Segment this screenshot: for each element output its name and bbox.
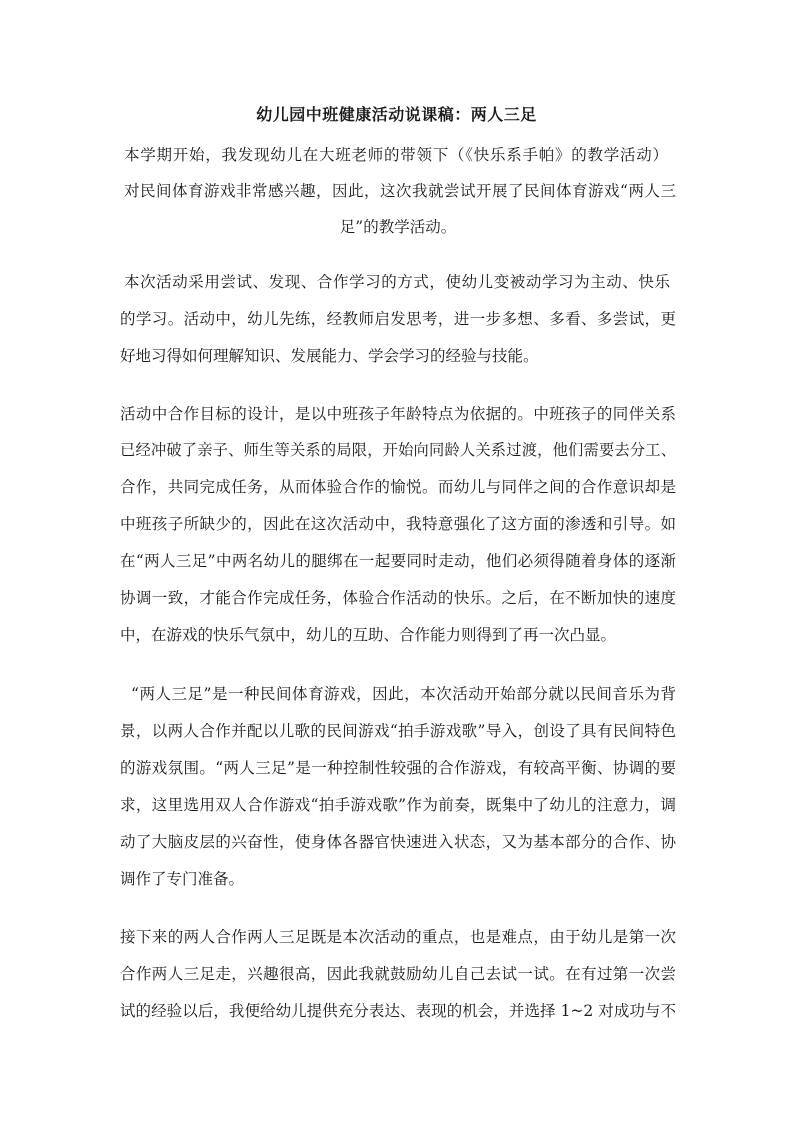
paragraph-3-line-4: 中班孩子所缺少的，因此在这次活动中，我特意强化了这方面的渗透和引导。如 <box>120 515 676 533</box>
paragraph-1-line-1: 本学期开始，我发现幼儿在大班老师的带领下（《快乐系手帕》的教学活动） <box>124 146 668 164</box>
paragraph-4-line-6: 调作了专门准备。 <box>120 870 245 888</box>
document-title: 幼儿园中班健康活动说课稿：两人三足 <box>256 105 537 124</box>
paragraph-4-line-1: “两人三足”是一种民间体育游戏，因此，本次活动开始部分就以民间音乐为背 <box>131 685 676 703</box>
paragraph-4-line-5: 动了大脑皮层的兴奋性，使身体各器官快速进入状态，又为基本部分的合作、协 <box>120 833 676 851</box>
paragraph-3-line-7: 中，在游戏的快乐气氛中，幼儿的互助、合作能力则得到了再一次凸显。 <box>120 626 617 644</box>
paragraph-4-line-4: 求，这里选用双人合作游戏“拍手游戏歌”作为前奏，既集中了幼儿的注意力，调 <box>120 796 676 814</box>
paragraph-3-line-3: 合作，共同完成任务，从而体验合作的愉悦。而幼儿与同伴之间的合作意识却是 <box>120 478 676 496</box>
paragraph-2-line-3: 好地习得如何理解知识、发展能力、学会学习的经验与技能。 <box>120 347 539 365</box>
paragraph-3-line-2: 已经冲破了亲子、师生等关系的局限，开始向同龄人关系过渡，他们需要去分工、 <box>120 441 676 459</box>
paragraph-5-line-1: 接下来的两人合作两人三足既是本次活动的重点，也是难点，由于幼儿是第一次 <box>120 928 676 946</box>
paragraph-5-line-3: 试的经验以后，我便给幼儿提供充分表达、表现的机会，并选择 1~2 对成功与不 <box>120 1002 676 1020</box>
paragraph-5-line-2: 合作两人三足走，兴趣很高，因此我就鼓励幼儿自己去试一试。在有过第一次尝 <box>120 965 676 983</box>
paragraph-1-line-3: 足”的教学活动。 <box>339 218 457 236</box>
paragraph-3-line-1: 活动中合作目标的设计，是以中班孩子年龄特点为依据的。中班孩子的同伴关系 <box>120 405 676 423</box>
paragraph-4-line-2: 景，以两人合作并配以儿歌的民间游戏“拍手游戏歌”导入，创设了具有民间特色 <box>120 722 676 740</box>
paragraph-2-line-1: 本次活动采用尝试、发现、合作学习的方式，使幼儿变被动学习为主动、快乐 <box>124 273 670 291</box>
paragraph-2-line-2: 的学习。活动中，幼儿先练，经教师启发思考，进一步多想、多看、多尝试，更 <box>120 310 676 328</box>
paragraph-4-line-3: 的游戏氛围。“两人三足”是一种控制性较强的合作游戏，有较高平衡、协调的要 <box>120 759 676 777</box>
paragraph-3-line-5: 在“两人三足”中两名幼儿的腿绑在一起要同时走动，他们必须得随着身体的逐渐 <box>120 552 676 570</box>
paragraph-1-line-2: 对民间体育游戏非常感兴趣，因此，这次我就尝试开展了民间体育游戏“两人三 <box>124 182 676 200</box>
paragraph-3-line-6: 协调一致，才能合作完成任务，体验合作活动的快乐。之后，在不断加快的速度 <box>120 589 676 607</box>
